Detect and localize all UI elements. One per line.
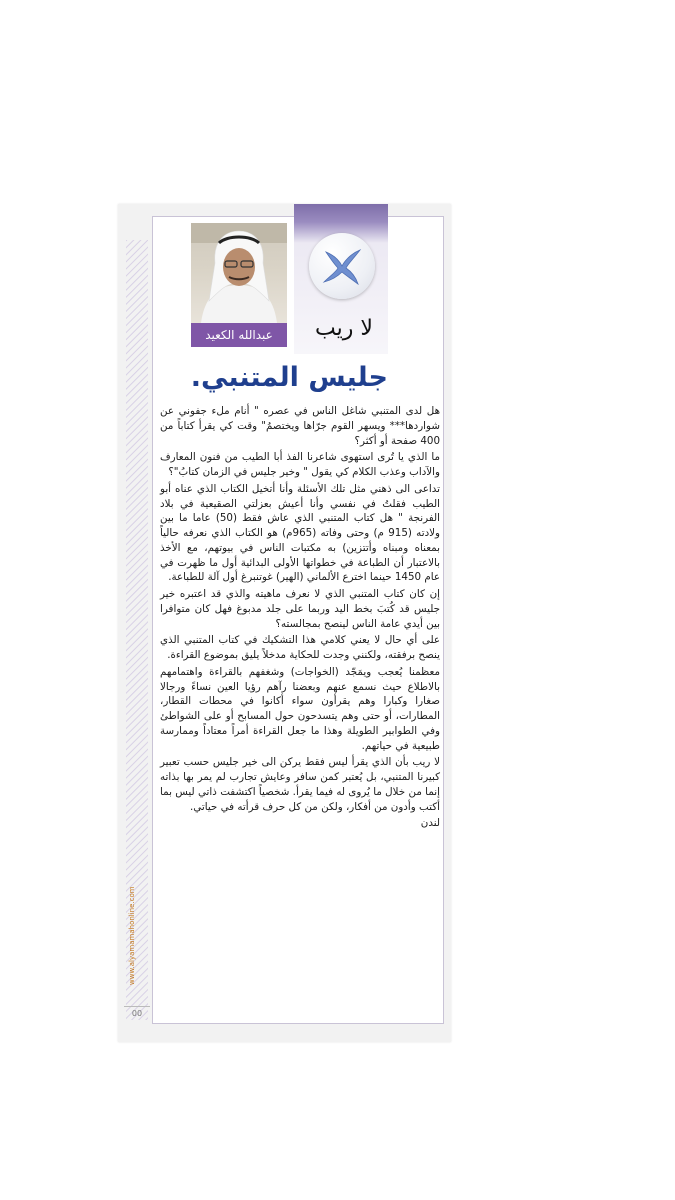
article-body: [160, 404, 440, 833]
magazine-logo-icon: [318, 242, 366, 290]
article-paragraph: ما الذي يا تُرى استهوى شاعرنا الفذ أبا الطيب من فنون المعارف والآداب وعذب الكلام كي يقول " وخير جليس في الزمان كتابُ"؟: [160, 451, 440, 478]
article-paragraph: تداعى الى ذهني مثل تلك الأسئلة وأنا أتخيل الكتاب الذي عناه أبو الطيب فقلتُ في نفسي وأنا أعيش بعزلتي الصقيعية في بلاد الفرنجة " هل كتاب المتنبي الذي عاش فقط (50) عاما ما بين ولادته (915 م) وحتى وفاته (965م) هو الكتاب الذي نعرفه حالياً بمعناه ومبناه وأتتزين) به مكتبات الناس في بيوتهم، مع الأخذ بالاعتبار أن الطباعة في خطواتها الأولى البدائية أول ما ظهرت في عام 1450 حينما اخترع الألماني (الهير) غوتنبرغ أول آلة للطباعة.: [160, 482, 441, 584]
author-name: عبدالله الكعيد: [191, 323, 287, 347]
article-paragraph: معظمنا يُعجب ويمَجّد (الخواجات) وشغفهم بالقراءة واهتمامهم بالاطلاع حيث نسمع عنهم وبعضنا رآهم رؤيا العين نساءً ورجالا صغارا وكبارا وهم يقرأون سواء أكانوا في محطات القطار، المطارات، أو حتى وهم يتسدحون حول المسابح أو على الشواطئ وفي الطوابير الطويلة وهذا ما جعل القراءة أمراً معتاداً وممارسة طبيعية في حياتهم.: [160, 665, 440, 752]
article-paragraph: إن كان كتاب المتنبي الذي لا نعرف ماهيته والذي قد اعتبره خير جليس قد كُتبَ بخط اليد وربما على جلد مدبوغ فهل كان متوافرا بين أيدي عامة الناس لينصح بمجالسته؟: [160, 588, 440, 630]
article-title: جليس المتنبي.: [190, 362, 388, 393]
page-number: 00: [124, 1006, 150, 1018]
website-url: www.alyamamahonline.com: [128, 886, 136, 985]
article-paragraph: على أي حال لا يعني كلامي هذا التشكيك في كتاب المتنبي الذي ينصح برفقته، ولكنني وجدت للحكاية مدخلاً يليق بموضوع القراءة.: [160, 634, 440, 661]
article-paragraph: هل لدى المتنبي شاغل الناس في عصره " أنام ملء جفوني عن شواردها*** ويسهر القوم جرّاها ويختصمُ" وقت كي يقرأ كتاباً من 400 صفحة أو أكثر؟: [160, 405, 440, 447]
article-location: لندن: [420, 817, 440, 830]
column-name: لا ريب: [315, 316, 373, 341]
author-photo: [191, 223, 287, 323]
article-paragraph: لا ريب بأن الذي يقرأ ليس فقط يركن الى خير جليس حسب تعبير كبيرنا المتنبي، بل يُعتبر كمن سافر وعايش تجارب لم يمر بها بذاته إنما من خلال ما يُروى له فيما يقرأ. شخصياً اكتشفت ذاتي ليس بما أكتب وأدون من أفكار، ولكن من كل حرف قرأته في حياتي.: [160, 756, 440, 813]
